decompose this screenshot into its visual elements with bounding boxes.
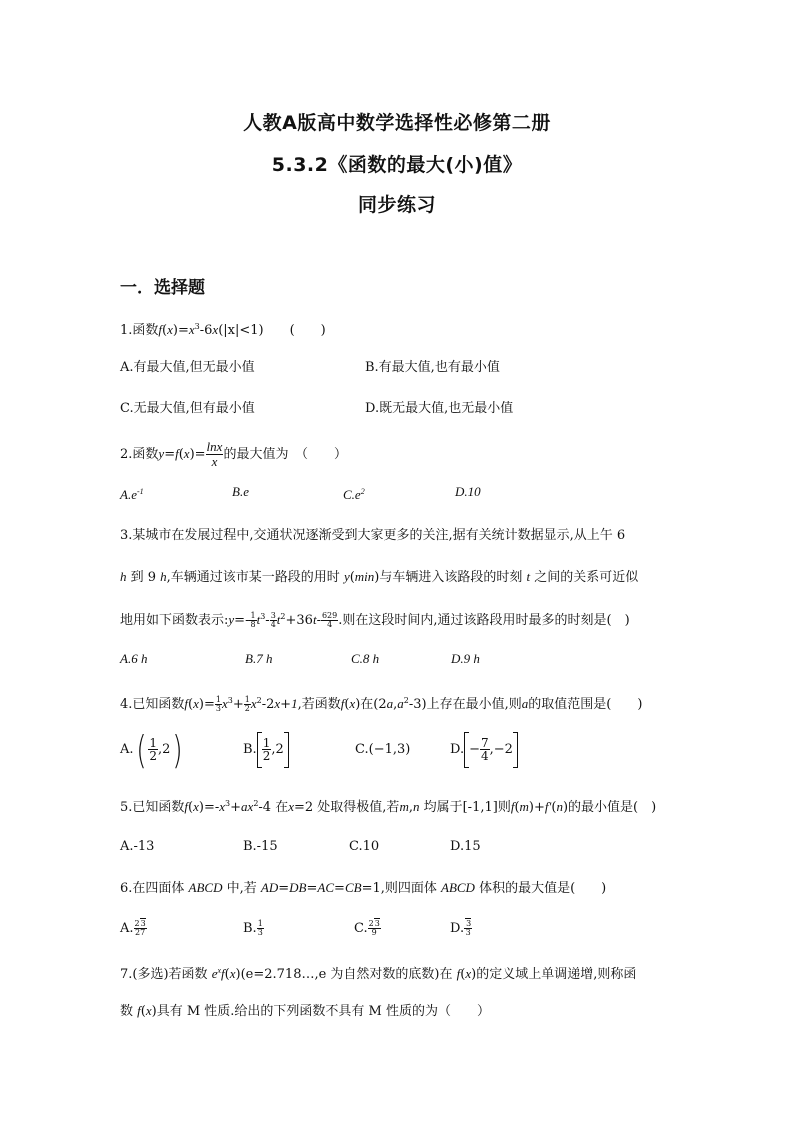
q2-option-c: $C.e^2$ [343, 487, 365, 502]
q1-option-a: A.有最大值,但无最小值 [120, 360, 255, 375]
q1-option-c: C.无最大值,但有最小值 [120, 401, 255, 416]
section-title: 一．选择题 [120, 278, 205, 298]
q6-option-d: D. $\frac{3}{3}$ [450, 919, 472, 937]
q4-option-d: D. − $\frac{7}{4}$ ,−2 [450, 730, 518, 770]
q4-option-a: A.( $\frac{1}{2}$ ,2) [120, 727, 184, 772]
q3-option-d: D.9 h [451, 651, 480, 666]
question-7-line-2: 数 f(x)具有 M 性质.给出的下列函数不具有 M 性质的为（ ） [120, 1003, 490, 1019]
q2-option-b: B.e [232, 484, 249, 499]
q6-option-b: B. $\frac{1}{3}$ [243, 919, 263, 937]
q5-option-c: C.10 [349, 839, 380, 854]
q3-option-a: A.6 h [120, 651, 148, 666]
q2-option-a: $A.e^{-1}$ [120, 487, 144, 502]
question-5: 5.已知函数$f(x)=-x^3+ax^2-4$ 在x=2 处取得极值,若m,n 均属于[-1,1]则f(m)+f′(n)的最小值是( ) [120, 799, 657, 815]
question-4: 4.已知函数f(x)= $\frac{1}{3}$ $x^3+$ $\frac{1}{2}$ $x^2-2x+1$,若函数f(x)在$(2a,a^2-3)$上存在最小值,则a的取值范围是( ) [120, 695, 643, 713]
q1-option-d: D.既无最大值,也无最小值 [365, 401, 514, 416]
q5-option-a: A.-13 [120, 839, 155, 854]
question-2: 2.函数y=f(x)= $\frac{\ln x}{x}$ 的最大值为 （ ） [120, 439, 347, 469]
q5-option-d: D.15 [450, 839, 481, 854]
q4-option-b: B. $\frac{1}{2}$ ,2 [243, 730, 289, 770]
doc-subtitle: 5.3.2《函数的最大(小)值》 [271, 154, 523, 176]
doc-subtitle-2: 同步练习 [357, 194, 436, 216]
q5-option-b: B.-15 [243, 839, 278, 854]
q1-option-b: B.有最大值,也有最小值 [365, 360, 500, 375]
question-7-line-1: 7.(多选)若函数 $e^xf(x)(e=2.718\dots,e$ 为自然对数的底数)在 f(x)的定义域上单调递增,则称函 [120, 966, 637, 982]
question-3-line-2: h 到 9 h,车辆通过该市某一路段的用时 y(min)与车辆进入该路段的时刻 t 之间的关系可近似 [120, 569, 639, 585]
q3-option-b: B.7 h [245, 651, 273, 666]
doc-title: 人教A版高中数学选择性必修第二册 [243, 112, 551, 134]
q2-option-d: D.10 [455, 484, 481, 499]
question-1: 1.函数$f(x)=x^3-6x(|x|<1)$ ( ) [120, 322, 326, 338]
q6-option-a: A. $\frac{23}{27}$ [120, 919, 146, 937]
q6-option-c: C. $\frac{23}{9}$ [354, 919, 380, 937]
question-3-line-1: 3.某城市在发展过程中,交通状况逐渐受到大家更多的关注,据有关统计数据显示,从上午 6 [120, 528, 626, 543]
question-6: 6.在四面体 ABCD 中,若 AD=DB=AC=CB=1,则四面体 ABCD 体积的最大值是( ) [120, 880, 607, 896]
q4-option-c: C.(−1,3) [355, 742, 411, 757]
q3-option-c: C.8 h [351, 651, 380, 666]
question-3-line-3: 地用如下函数表示:y=- $\frac{1}{8}$ $t^3-$ $\frac{3}{4}$ $t^2+36t-$ $\frac{629}{4}$ .则在这段时间内,通过该路段用时最多的时刻是( ) [120, 611, 630, 629]
